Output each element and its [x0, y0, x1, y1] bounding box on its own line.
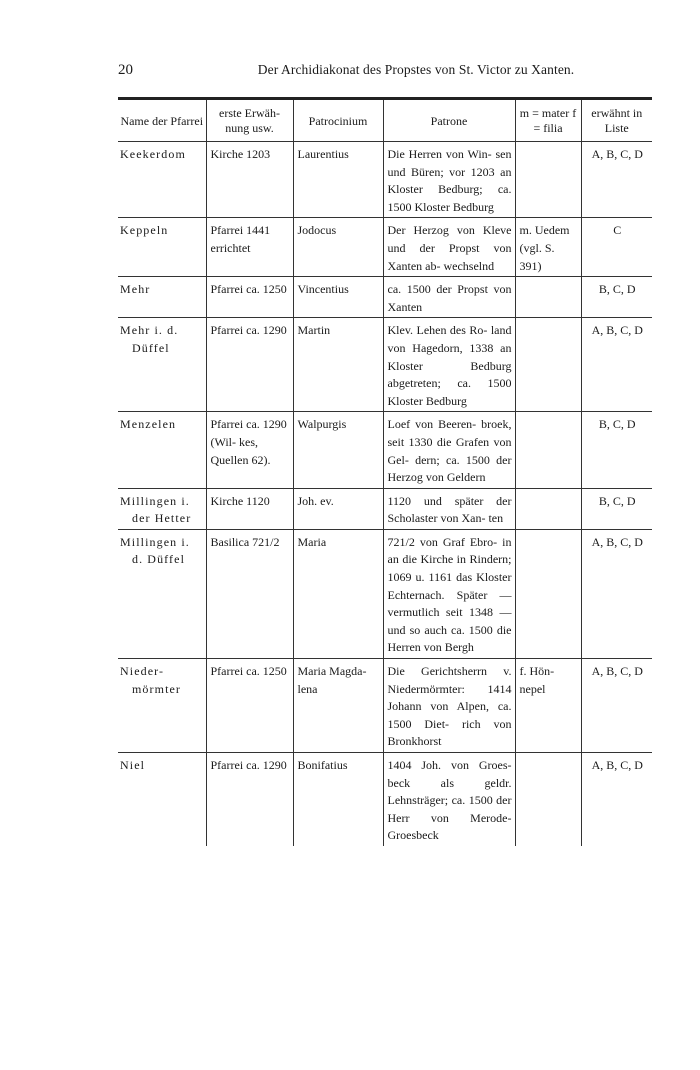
- parish-name-line2: Düffel: [132, 340, 170, 355]
- cell-liste: B, C, D: [581, 412, 652, 488]
- cell-patrocinium: Martin: [293, 318, 383, 412]
- cell-liste: A, B, C, D: [581, 659, 652, 753]
- cell-patrocinium: Laurentius: [293, 142, 383, 218]
- cell-name: [118, 218, 206, 277]
- table-row: [118, 753, 652, 846]
- parish-table: [118, 97, 652, 846]
- cell-patrocinium: Walpurgis: [293, 412, 383, 488]
- parish-name: Mehr i. d.: [120, 323, 179, 338]
- cell-name: [118, 412, 206, 488]
- column-header-liste: erwähnt in Liste: [581, 99, 652, 142]
- running-title: Der Archidiakonat des Propstes von St. Victor zu Xanten.: [257, 62, 575, 77]
- cell-mater-filia: [515, 318, 581, 412]
- cell-patrocinium: Jodocus: [293, 218, 383, 277]
- parish-name: Mehr: [120, 282, 151, 297]
- cell-patrone: ca. 1500 der Propst von Xanten: [383, 277, 515, 318]
- table-row: [118, 277, 652, 318]
- table-row: [118, 142, 652, 218]
- cell-liste: B, C, D: [581, 488, 652, 529]
- cell-patrocinium: Maria: [293, 529, 383, 658]
- cell-patrocinium: Vincentius: [293, 277, 383, 318]
- parish-name-line2: mörmter: [132, 681, 182, 696]
- table-row: [118, 218, 652, 277]
- table-row: [118, 488, 652, 529]
- cell-erwaehnung: Pfarrei ca. 1290: [206, 318, 293, 412]
- table-row: [118, 412, 652, 488]
- parish-name: Millingen i.: [120, 493, 190, 508]
- cell-erwaehnung: Kirche 1203: [206, 142, 293, 218]
- cell-patrone: Klev. Lehen des Ro- land von Hagedorn, 1338 an Kloster Bedburg abgetreten; ca. 1500 Kloster Bedburg: [383, 318, 515, 412]
- cell-patrone: Loef von Beeren- broek, seit 1330 die Grafen von Gel- dern; ca. 1500 der Herzog von Geldern: [383, 412, 515, 488]
- cell-mater-filia: [515, 529, 581, 658]
- page-header: [118, 62, 652, 79]
- cell-patrone: 1404 Joh. von Groes- beck als geldr. Lehnsträger; ca. 1500 der Herr von Merode-Groesbeck: [383, 753, 515, 846]
- parish-name: Niel: [120, 758, 146, 772]
- parish-name-line2: der Hetter: [132, 511, 192, 526]
- cell-patrocinium: Bonifatius: [293, 753, 383, 846]
- cell-erwaehnung: Kirche 1120: [206, 488, 293, 529]
- cell-patrone: Der Herzog von Kleve und der Propst von Xanten ab- wechselnd: [383, 218, 515, 277]
- cell-erwaehnung: Pfarrei ca. 1290 (Wil- kes, Quellen 62).: [206, 412, 293, 488]
- column-header-patrone: Patrone: [383, 99, 515, 142]
- cell-erwaehnung: Pfarrei ca. 1250: [206, 277, 293, 318]
- cell-patrone: 721/2 von Graf Ebro- in an die Kirche in Rindern; 1069 u. 1161 das Kloster Echternach. Später — vermutlich seit 1348 — und so auch ca. 1500 die Herren von Bergh: [383, 529, 515, 658]
- cell-mater-filia: [515, 488, 581, 529]
- cell-name: [118, 277, 206, 318]
- cell-erwaehnung: Basilica 721/2: [206, 529, 293, 658]
- cell-liste: C: [581, 218, 652, 277]
- cell-liste: A, B, C, D: [581, 142, 652, 218]
- cell-patrocinium: Maria Magda- lena: [293, 659, 383, 753]
- cell-name: [118, 529, 206, 658]
- cell-name: [118, 753, 206, 846]
- parish-name: Keppeln: [120, 223, 169, 238]
- cell-mater-filia: m. Uedem (vgl. S. 391): [515, 218, 581, 277]
- column-header-erwaehnung: erste Erwäh- nung usw.: [206, 99, 293, 142]
- cell-mater-filia: [515, 412, 581, 488]
- cell-liste: B, C, D: [581, 277, 652, 318]
- cell-name: [118, 142, 206, 218]
- cell-patrone: Die Herren von Win- sen und Büren; vor 1203 an Kloster Bedburg; ca. 1500 Kloster Bedburg: [383, 142, 515, 218]
- cell-mater-filia: f. Hön- nepel: [515, 659, 581, 753]
- cell-name: [118, 659, 206, 753]
- table-row: [118, 318, 652, 412]
- cell-mater-filia: [515, 753, 581, 846]
- table-row: [118, 529, 652, 658]
- parish-name-line2: d. Düffel: [132, 552, 186, 567]
- cell-liste: A, B, C, D: [581, 753, 652, 846]
- table-body: [118, 142, 652, 846]
- cell-patrone: Die Gerichtsherrn v. Niedermörmter: 1414 Johann von Alpen, ca. 1500 Diet- rich von Bronkhorst: [383, 659, 515, 753]
- table-row: [118, 659, 652, 753]
- cell-name: [118, 318, 206, 412]
- parish-name: Menzelen: [120, 417, 177, 432]
- cell-mater-filia: [515, 277, 581, 318]
- cell-erwaehnung: Pfarrei ca. 1290: [206, 753, 293, 846]
- cell-patrone: 1120 und später der Scholaster von Xan- ten: [383, 488, 515, 529]
- parish-name: Nieder-: [120, 664, 165, 679]
- header-row: [118, 99, 652, 142]
- cell-name: [118, 488, 206, 529]
- parish-name: Millingen i.: [120, 534, 190, 549]
- cell-erwaehnung: Pfarrei ca. 1250: [206, 659, 293, 753]
- column-header-name: Name der Pfarrei: [120, 113, 204, 128]
- column-header-mater-filia: m = mater f = filia: [515, 99, 581, 142]
- cell-liste: A, B, C, D: [581, 318, 652, 412]
- cell-patrocinium: Joh. ev.: [293, 488, 383, 529]
- cell-erwaehnung: Pfarrei 1441 errichtet: [206, 218, 293, 277]
- cell-liste: A, B, C, D: [581, 529, 652, 658]
- cell-mater-filia: [515, 142, 581, 218]
- column-header-patrocinium: Patrocinium: [293, 99, 383, 142]
- table-header: [118, 99, 652, 142]
- page-number: 20: [118, 62, 133, 78]
- parish-name: Keekerdom: [120, 147, 186, 161]
